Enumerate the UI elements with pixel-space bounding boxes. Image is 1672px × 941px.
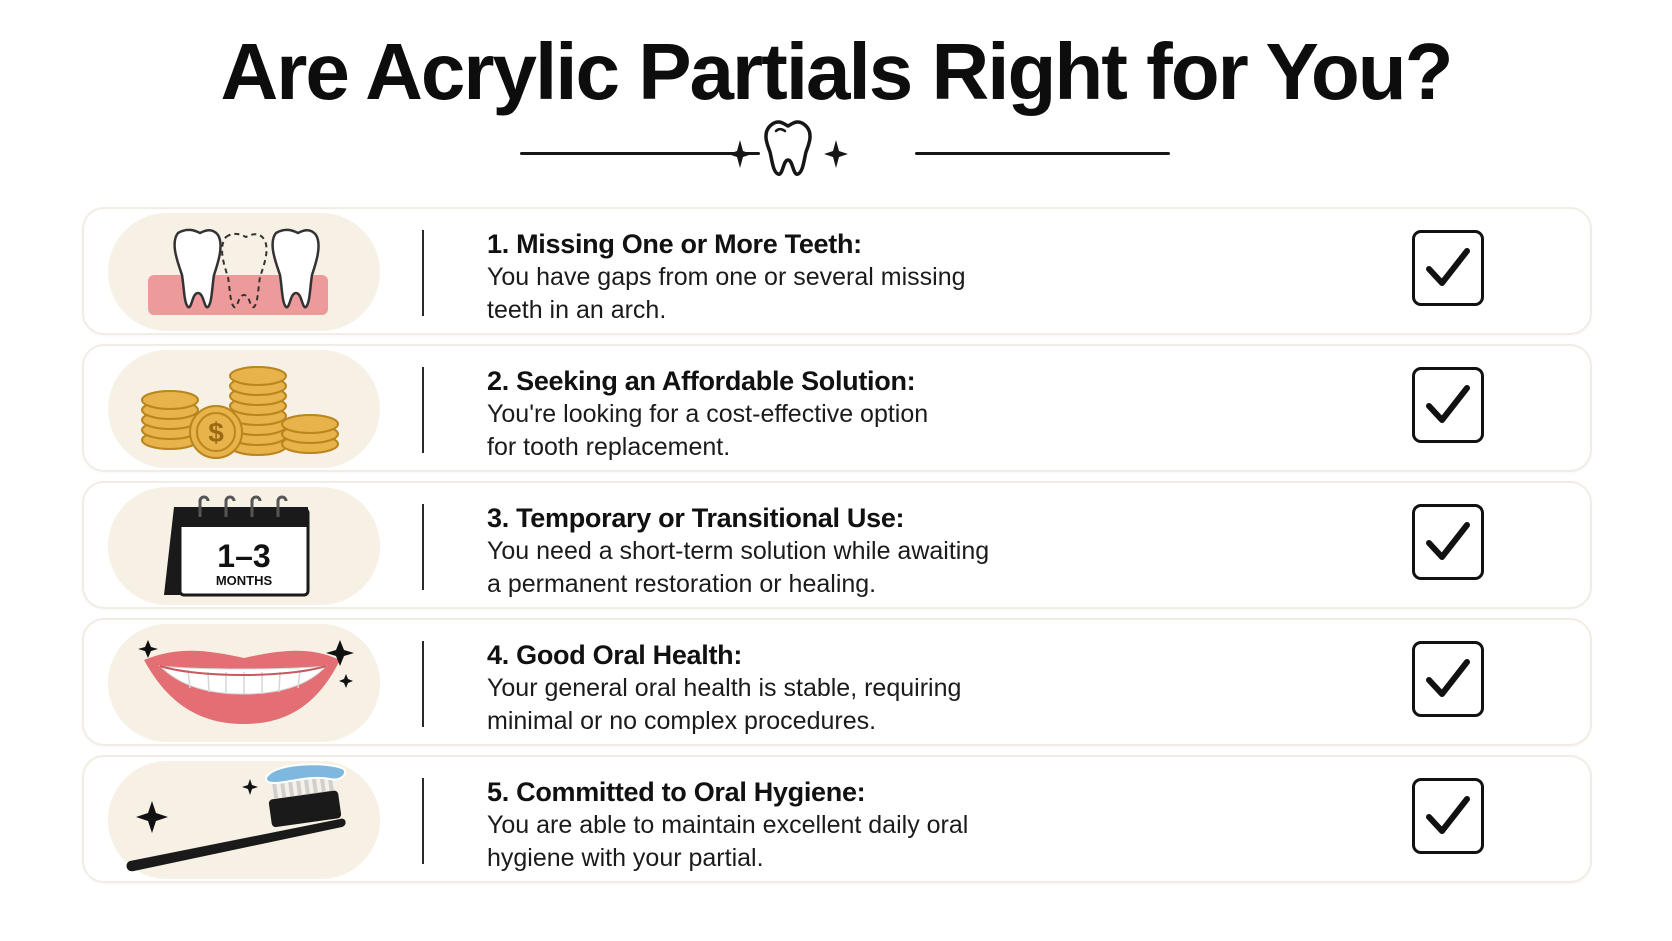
calendar-icon xyxy=(108,487,380,605)
missing-tooth-gap-icon xyxy=(108,213,380,331)
sparkle-icon xyxy=(824,136,848,172)
item-text xyxy=(487,227,1187,327)
item-separator xyxy=(422,230,424,316)
tooth-icon xyxy=(760,118,816,178)
item-heading: 2. Seeking an Affordable Solution: xyxy=(487,366,916,396)
item-separator xyxy=(422,504,424,590)
checklist-item xyxy=(82,207,1592,335)
item-description: hygiene with your partial. xyxy=(487,844,764,872)
checkbox-checked[interactable] xyxy=(1412,504,1484,580)
item-separator xyxy=(422,641,424,727)
item-illustration xyxy=(108,761,380,879)
item-illustration xyxy=(108,624,380,742)
calendar-unit: MONTHS xyxy=(215,573,273,588)
item-heading: 3. Temporary or Transitional Use: xyxy=(487,503,905,533)
checklist-item xyxy=(82,755,1592,883)
coin-symbol: $ xyxy=(208,417,224,448)
item-text xyxy=(487,638,1187,738)
checkmark-icon xyxy=(1423,654,1473,704)
page-title: Are Acrylic Partials Right for You? xyxy=(220,27,1452,116)
item-separator xyxy=(422,778,424,864)
item-illustration xyxy=(108,350,380,468)
checklist-item xyxy=(82,618,1592,746)
checkmark-icon xyxy=(1423,243,1473,293)
item-illustration xyxy=(108,213,380,331)
checkbox-checked[interactable] xyxy=(1412,778,1484,854)
item-description: You need a short-term solution while awaiting xyxy=(487,537,990,565)
item-heading: 5. Committed to Oral Hygiene: xyxy=(487,777,866,807)
title-divider xyxy=(520,118,1170,188)
item-description: You have gaps from one or several missing xyxy=(487,263,966,291)
checkmark-icon xyxy=(1423,380,1473,430)
coins-stack-icon xyxy=(108,350,380,468)
smile-icon xyxy=(108,624,380,742)
calendar-value: 1–3 xyxy=(217,538,271,574)
item-separator xyxy=(422,367,424,453)
item-description: teeth in an arch. xyxy=(487,296,667,324)
toothbrush-icon xyxy=(108,761,380,879)
item-text xyxy=(487,364,1187,464)
checkmark-icon xyxy=(1423,791,1473,841)
item-description: minimal or no complex procedures. xyxy=(487,707,877,735)
item-description: You're looking for a cost-effective option xyxy=(487,400,929,428)
sparkle-icon xyxy=(728,136,752,172)
item-text xyxy=(487,775,1187,875)
divider-line-right xyxy=(915,152,1170,155)
checklist-item xyxy=(82,344,1592,472)
item-description: Your general oral health is stable, requiring xyxy=(487,674,962,702)
item-heading: 4. Good Oral Health: xyxy=(487,640,743,670)
checkbox-checked[interactable] xyxy=(1412,230,1484,306)
checklist xyxy=(82,207,1592,892)
item-description: You are able to maintain excellent daily oral xyxy=(487,811,969,839)
item-heading: 1. Missing One or More Teeth: xyxy=(487,229,862,259)
item-description: a permanent restoration or healing. xyxy=(487,570,877,598)
checkbox-checked[interactable] xyxy=(1412,367,1484,443)
divider-line-left xyxy=(520,152,760,155)
checkbox-checked[interactable] xyxy=(1412,641,1484,717)
checklist-item xyxy=(82,481,1592,609)
item-text xyxy=(487,501,1187,601)
item-description: for tooth replacement. xyxy=(487,433,731,461)
item-illustration xyxy=(108,487,380,605)
checkmark-icon xyxy=(1423,517,1473,567)
